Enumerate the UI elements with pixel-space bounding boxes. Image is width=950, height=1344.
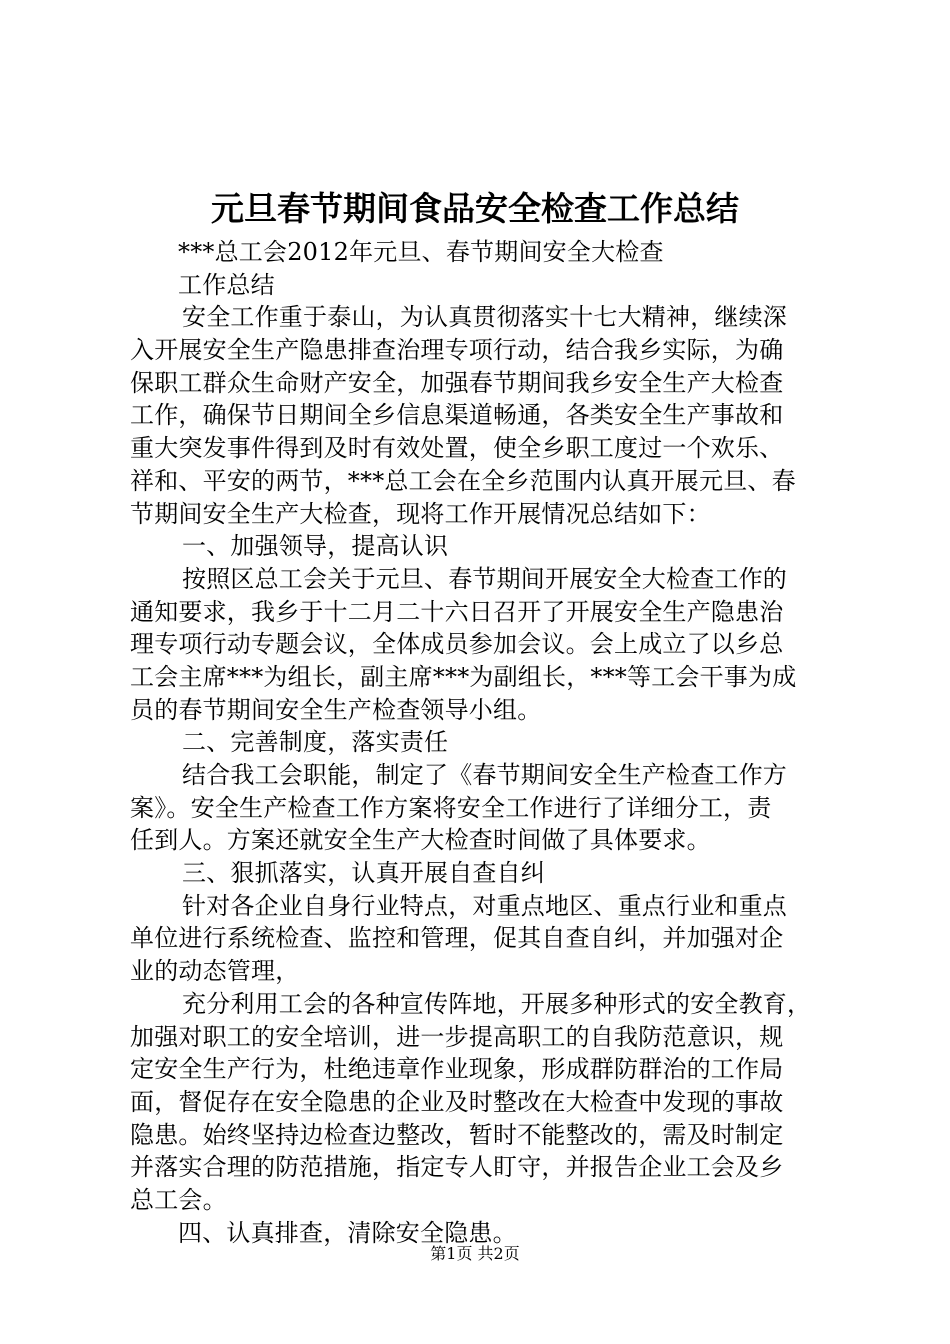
text-line: 理专项行动专题会议，全体成员参加会议。会上成立了以乡总: [130, 630, 784, 659]
text-line: 节期间安全生产大检查，现将工作开展情况总结如下：: [130, 499, 711, 528]
document-body: [130, 236, 830, 1249]
text-line: 四、认真排查，清除安全隐患。: [178, 1218, 517, 1247]
text-line: 定安全生产行为，杜绝违章作业现象，形成群防群治的工作局: [130, 1055, 784, 1084]
text-line: 案》。安全生产检查工作方案将安全工作进行了详细分工，责: [130, 793, 772, 822]
text-line: ***总工会2012年元旦、春节期间安全大检查: [178, 238, 664, 266]
text-line: 一、加强领导，提高认识: [182, 532, 449, 561]
text-line: 面，督促存在安全隐患的企业及时整改在大检查中发现的事故: [130, 1087, 784, 1116]
text-line: 业的动态管理，: [130, 957, 300, 986]
text-line: 隐患。始终坚持边检查边整改，暂时不能整改的，需及时制定: [130, 1120, 784, 1149]
text-line: 保职工群众生命财产安全，加强春节期间我乡安全生产大检查: [130, 368, 784, 397]
text-line: 工会主席***为组长，副主席***为副组长，***等工会干事为成: [130, 662, 797, 691]
text-line: 祥和、平安的两节，***总工会在全乡范围内认真开展元旦、春: [130, 466, 796, 495]
page-footer: 第1页 共2页: [430, 1244, 520, 1263]
text-line: 员的春节期间安全生产检查领导小组。: [130, 695, 542, 724]
text-line: 安全工作重于泰山，为认真贯彻落实十七大精神，继续深: [182, 303, 787, 332]
text-line: 加强对职工的安全培训，进一步提高职工的自我防范意识，规: [130, 1022, 784, 1051]
text-line: 充分利用工会的各种宣传阵地，开展多种形式的安全教育，: [182, 989, 812, 1018]
text-line: 总工会。: [130, 1185, 227, 1214]
text-line: 针对各企业自身行业特点，对重点地区、重点行业和重点: [182, 891, 787, 920]
text-line: 入开展安全生产隐患排查治理专项行动，结合我乡实际，为确: [130, 336, 784, 365]
text-line: 工作，确保节日期间全乡信息渠道畅通，各类安全生产事故和: [130, 401, 784, 430]
text-line: 单位进行系统检查、监控和管理，促其自查自纠，并加强对企: [130, 924, 784, 953]
text-line: 并落实合理的防范措施，指定专人盯守，并报告企业工会及乡: [130, 1153, 784, 1182]
document-title: 元旦春节期间食品安全检查工作总结: [211, 189, 739, 228]
text-line: 二、完善制度，落实责任: [182, 728, 449, 757]
text-line: 重大突发事件得到及时有效处置，使全乡职工度过一个欢乐、: [130, 434, 784, 463]
text-line: 结合我工会职能，制定了《春节期间安全生产检查工作方: [182, 761, 787, 789]
text-line: 三、狠抓落实，认真开展自查自纠: [182, 859, 545, 888]
text-line: 工作总结: [178, 270, 275, 299]
text-line: 任到人。方案还就安全生产大检查时间做了具体要求。: [130, 826, 711, 855]
text-line: 按照区总工会关于元旦、春节期间开展安全大检查工作的: [182, 564, 787, 593]
text-line: 通知要求，我乡于十二月二十六日召开了开展安全生产隐患治: [130, 597, 784, 626]
